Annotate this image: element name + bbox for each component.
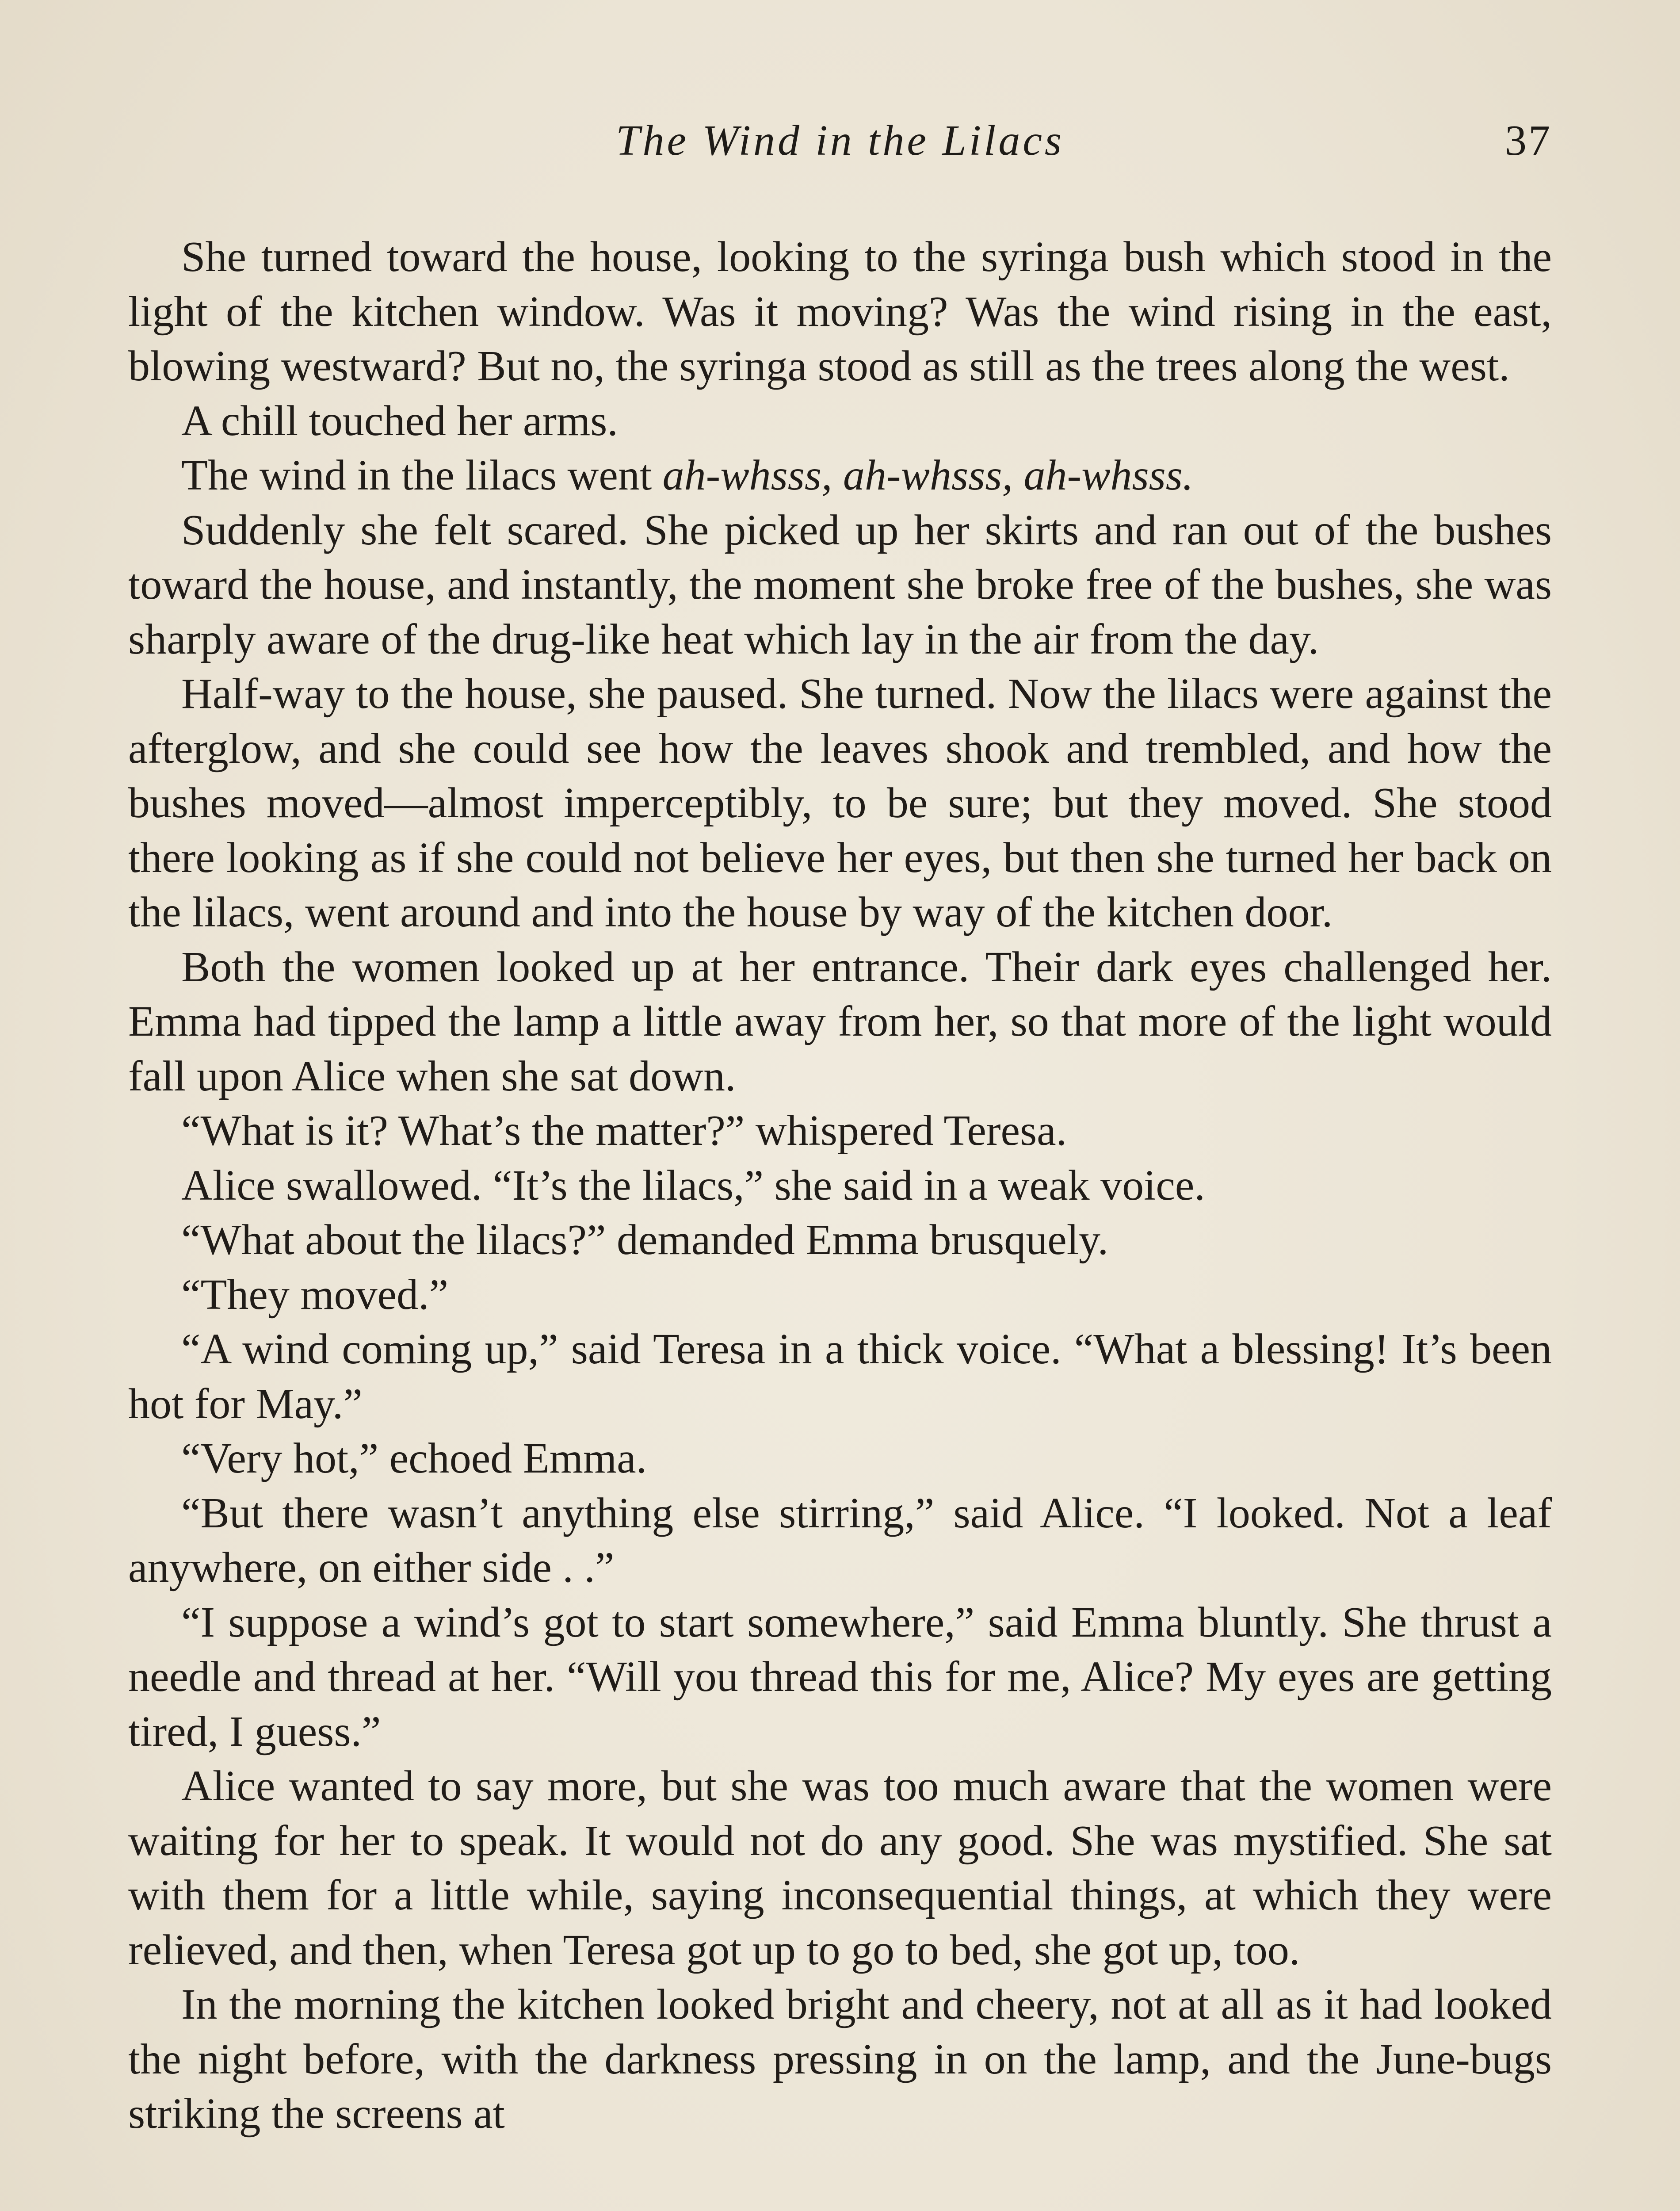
paragraph: [128, 448, 1552, 503]
paragraph: “They moved.”: [181, 1270, 449, 1319]
paragraph: Both the women looked up at her entrance. Their dark eyes challenged her. Emma had tipped the lamp a little away from her, so that more of the light would fall upon Alice when she sat down.: [128, 943, 1552, 1100]
running-head: [128, 116, 1552, 169]
running-title: The Wind in the Lilacs: [616, 117, 1064, 164]
paragraph: Alice wanted to say more, but she was too much aware that the women were waiting for her to speak. It would not do any good. She was mystified. She sat with them for a little while, saying inconsequential things, at which they were relieved, and then, when Teresa got up to go to bed, she got up, too.: [128, 1762, 1552, 1974]
paragraph: “But there wasn’t anything else stirring,” said Alice. “I looked. Not a leaf anywhere, on either side . .”: [128, 1489, 1552, 1591]
paragraph: She turned toward the house, looking to the syringa bush which stood in the light of the kitchen window. Was it moving? Was the wind rising in the east, blowing westward? But no, the syringa stood as still as the trees along the west.: [128, 233, 1552, 390]
paragraph-text: The wind in the lilacs went: [181, 451, 663, 499]
body-text: [128, 230, 1552, 2142]
paragraph: “What is it? What’s the matter?” whispered Teresa.: [181, 1107, 1067, 1155]
paragraph: “I suppose a wind’s got to start somewhere,” said Emma bluntly. She thrust a needle and thread at her. “Will you thread this for me, Alice? My eyes are getting tired, I guess.”: [128, 1598, 1552, 1756]
page-number: 37: [1505, 117, 1552, 164]
paragraph: In the morning the kitchen looked bright and cheery, not at all as it had looked the night before, with the darkness pressing in on the lamp, and the June-bugs striking the screens at: [128, 1981, 1552, 2138]
paragraph: A chill touched her arms.: [181, 397, 618, 445]
paragraph: “What about the lilacs?” demanded Emma brusquely.: [181, 1216, 1109, 1264]
paragraph: Half-way to the house, she paused. She turned. Now the lilacs were against the afterglow, and she could see how the leaves shook and trembled, and how the bushes moved—almost imperceptibly, to be sure; but they moved. She stood there looking as if she could not believe her eyes, but then she turned her back on the lilacs, went around and into the house by way of the kitchen door.: [128, 670, 1552, 936]
paragraph: Alice swallowed. “It’s the lilacs,” she said in a weak voice.: [181, 1161, 1205, 1209]
paragraph: “Very hot,” echoed Emma.: [181, 1434, 647, 1482]
wind-sound-text: ah-whsss, ah-whsss, ah-whsss.: [662, 451, 1194, 499]
paragraph: Suddenly she felt scared. She picked up her skirts and ran out of the bushes toward the house, and instantly, the moment she broke free of the bushes, she was sharply aware of the drug-like heat which lay in the air from the day.: [128, 506, 1552, 663]
paragraph: “A wind coming up,” said Teresa in a thick voice. “What a blessing! It’s been hot for May.”: [128, 1325, 1552, 1428]
